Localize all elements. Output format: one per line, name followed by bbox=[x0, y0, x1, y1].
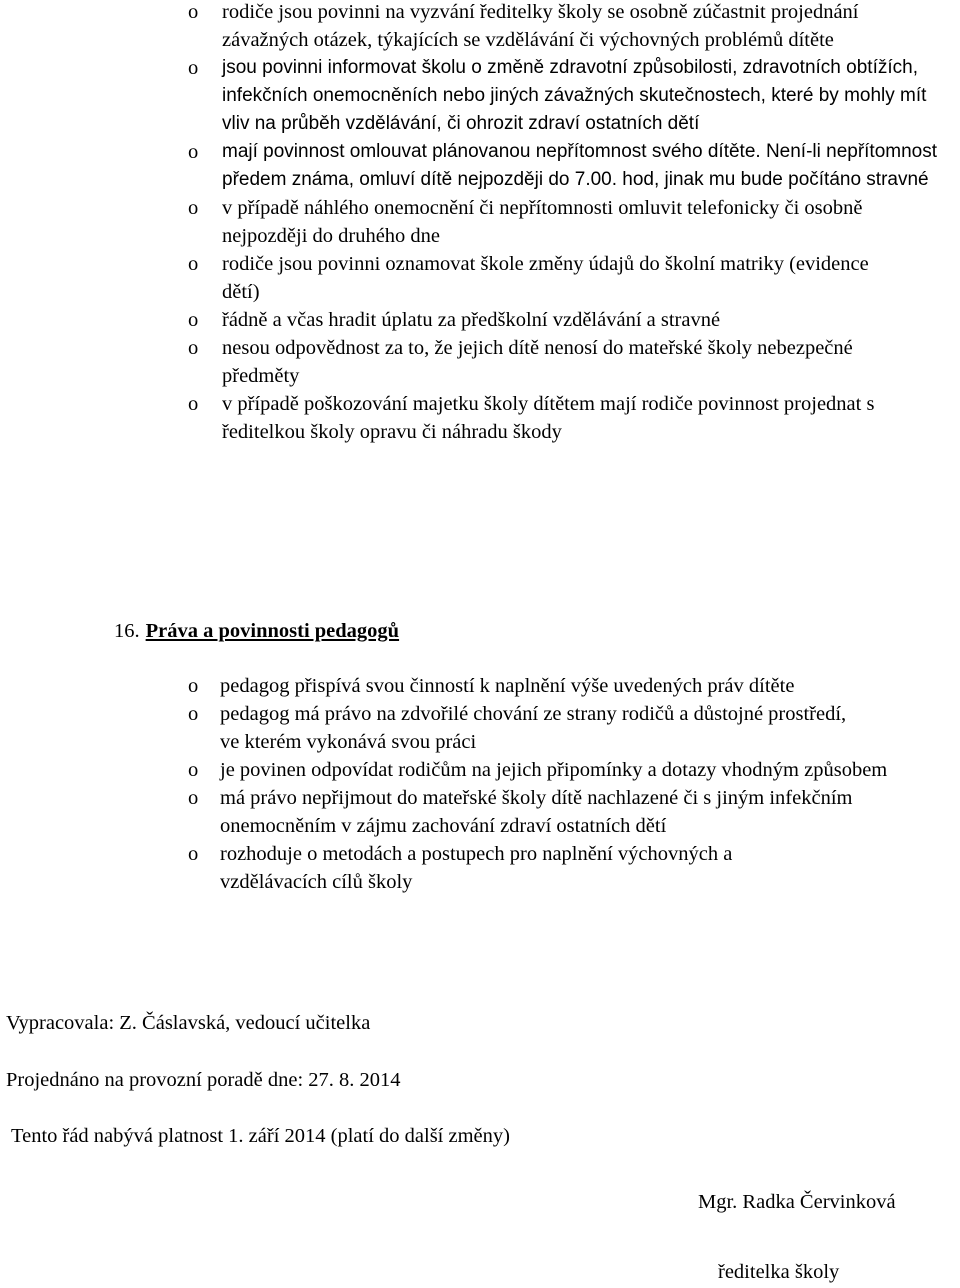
list-item-text: rodiče jsou povinni oznamovat škole změny údajů do školní matriky (evidence dětí) bbox=[222, 253, 869, 303]
list-item bbox=[0, 306, 960, 334]
bullet-icon: o bbox=[188, 393, 199, 415]
list-item-text: nesou odpovědnost za to, že jejich dítě nenosí do mateřské školy nebezpečné předměty bbox=[222, 337, 853, 387]
bullet-icon: o bbox=[188, 309, 199, 331]
bullet-icon: o bbox=[188, 675, 199, 697]
section-number: 16. bbox=[114, 620, 140, 642]
list-item-text: má právo nepřijmout do mateřské školy dítě nachlazené či s jiným infekčním onemocněním v zájmu zachování zdraví ostatních dětí bbox=[220, 787, 853, 837]
list-item-text: rozhoduje o metodách a postupech pro naplnění výchovných a vzdělávacích cílů školy bbox=[220, 843, 733, 893]
bullet-icon: o bbox=[188, 57, 199, 79]
list-item-text: v případě poškozování majetku školy dítětem mají rodiče povinnost projednat s ředitelkou školy opravu či náhradu škody bbox=[222, 393, 875, 443]
list-item-text: rodiče jsou povinni na vyzvání ředitelky školy se osobně zúčastnit projednání závažných otázek, týkajících se vzdělávání či výchovných problémů dítěte bbox=[222, 1, 859, 51]
list-item bbox=[0, 672, 960, 700]
bullet-icon: o bbox=[188, 337, 199, 359]
list-item bbox=[0, 0, 960, 54]
bullet-icon: o bbox=[188, 197, 199, 219]
prepared-by: Vypracovala: Z. Čáslavská, vedoucí učitelka bbox=[6, 1012, 371, 1034]
signature-role: ředitelka školy bbox=[718, 1261, 840, 1283]
list-item bbox=[0, 250, 960, 306]
bullet-icon: o bbox=[188, 703, 199, 725]
bullet-icon: o bbox=[188, 759, 199, 781]
parent-duties-list bbox=[0, 0, 960, 446]
section-title: Práva a povinnosti pedagogů bbox=[145, 620, 400, 642]
list-item-text: jsou povinni informovat školu o změně zdravotní způsobilosti, zdravotních obtížích, infekčních onemocněních nebo jiných závažných skutečnostech, které by mohly mít vliv na průběh vzdělávání, či ohrozit zdraví ostatních dětí bbox=[222, 57, 927, 134]
list-item bbox=[0, 138, 960, 194]
validity-statement: Tento řád nabývá platnost 1. září 2014 (platí do další změny) bbox=[11, 1125, 510, 1147]
list-item-text: řádně a včas hradit úplatu za předškolní vzdělávání a stravné bbox=[222, 309, 721, 331]
discussed-date: Projednáno na provozní poradě dne: 27. 8. 2014 bbox=[6, 1069, 401, 1091]
list-item-text: pedagog přispívá svou činností k naplnění výše uvedených práv dítěte bbox=[220, 675, 795, 697]
list-item-text: je povinen odpovídat rodičům na jejich připomínky a dotazy vhodným způsobem bbox=[220, 759, 888, 781]
list-item bbox=[0, 700, 960, 756]
list-item-text: mají povinnost omlouvat plánovanou nepřítomnost svého dítěte. Není-li nepřítomnost předem známa, omluví dítě nejpozději do 7.00. hod, jinak mu bude počítáno stravné bbox=[222, 141, 938, 190]
list-item bbox=[0, 784, 960, 840]
signature-name: Mgr. Radka Červinková bbox=[698, 1191, 896, 1213]
bullet-icon: o bbox=[188, 141, 199, 163]
list-item bbox=[0, 194, 960, 250]
list-item bbox=[0, 54, 960, 138]
list-item bbox=[0, 334, 960, 390]
list-item bbox=[0, 390, 960, 446]
bullet-icon: o bbox=[188, 1, 199, 23]
list-item bbox=[0, 840, 960, 896]
list-item bbox=[0, 756, 960, 784]
bullet-icon: o bbox=[188, 843, 199, 865]
bullet-icon: o bbox=[188, 253, 199, 275]
teacher-rights-list bbox=[0, 672, 960, 896]
bullet-icon: o bbox=[188, 787, 199, 809]
list-item-text: pedagog má právo na zdvořilé chování ze strany rodičů a důstojné prostředí, ve kterém vykonává svou práci bbox=[220, 703, 847, 753]
list-item-text: v případě náhlého onemocnění či nepřítomnosti omluvit telefonicky či osobně nejpozději do druhého dne bbox=[222, 197, 863, 247]
section-heading bbox=[114, 617, 399, 645]
